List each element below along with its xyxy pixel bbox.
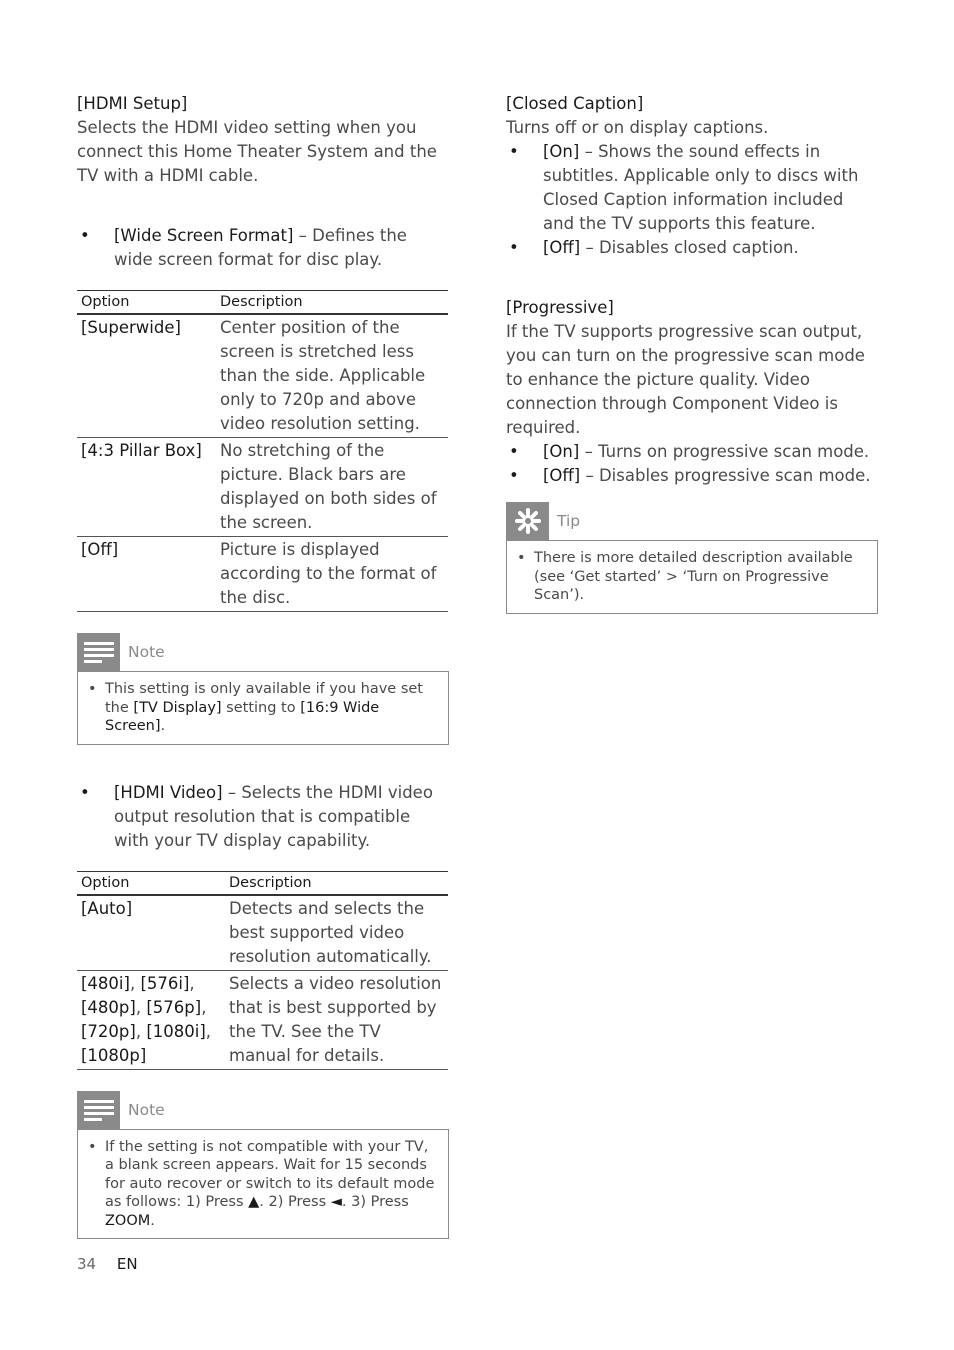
table-row [77,970,448,1069]
note-item [88,1138,438,1231]
hdmi-setup-title: [HDMI Setup] [77,94,188,113]
note-box [77,633,449,745]
column-header-description: Description [225,871,448,895]
note-body [77,1129,449,1240]
note-label: Note [128,643,165,661]
page-footer [77,1255,138,1273]
option-value: [1080i] [146,1021,206,1041]
table-header-row [77,291,448,315]
item-key: [On] [543,142,580,161]
tip-text: There is more detailed description available (see ‘Get started’ > ‘Turn on Progressive Scan’). [534,550,853,603]
tip-header [506,502,878,540]
wide-screen-format-item [77,224,449,272]
item-key: [Off] [543,466,581,485]
item-text: – Turns on progressive scan mode. [579,442,870,461]
note-box [77,1091,449,1240]
item-text: – Disables progressive scan mode. [580,466,871,485]
note-icon [77,633,120,671]
separator: , [129,973,141,993]
note-text: . [160,718,166,734]
item-key: [Off] [543,238,581,257]
list-item [506,140,878,236]
closed-caption-description: Turns off or on display captions. [506,118,769,137]
progressive-description: If the TV supports progressive scan output, you can turn on the progressive scan mode to enhance the picture quality. Video connection through Component Video is required. [506,322,865,437]
hdmi-setup-description: Selects the HDMI video setting when you connect this Home Theater System and the TV with a HDMI cable. [77,118,437,185]
wide-screen-options-table [77,290,448,612]
item-text: – Disables closed caption. [580,238,799,257]
bullet: • [80,782,90,802]
table-header-row [77,871,448,895]
option-cell [77,970,225,1069]
hdmi-video-key: [HDMI Video] [114,782,223,802]
note-text: . 2) Press [259,1194,331,1210]
note-header [77,633,449,671]
note-text: This setting is only available if you have set the [105,681,423,716]
option-cell: [Off] [77,537,216,612]
column-header-option: Option [77,871,225,895]
bullet: • [509,238,519,257]
note-text: . [150,1212,155,1229]
table-row [77,537,448,612]
option-value: [480p] [81,997,136,1017]
page-number: 34 [77,1255,97,1273]
left-column [77,92,449,1239]
option-cell: [Auto] [77,895,225,971]
note-item [88,680,438,736]
column-header-option: Option [77,291,216,315]
hdmi-video-text: – Selects the HDMI video output resolution that is compatible with your TV display capability. [114,782,433,850]
description-cell: Picture is displayed according to the format of the disc. [216,537,448,612]
item-key: [On] [543,442,580,461]
closed-caption-title: [Closed Caption] [506,94,644,113]
separator: , [135,1021,147,1041]
progressive-section [506,296,878,488]
separator: , [205,1021,212,1041]
bullet: • [509,466,519,485]
note-icon [77,1091,120,1129]
hdmi-setup-section [77,92,449,188]
bullet: • [88,681,97,697]
description-cell: Detects and selects the best supported video resolution automatically. [225,895,448,971]
table-row [77,438,448,537]
bullet: • [517,550,526,566]
option-value: [720p] [81,1021,136,1041]
bullet: • [509,442,519,461]
tip-item [517,549,867,605]
bullet: • [80,226,90,245]
note-body [77,671,449,745]
closed-caption-section [506,92,878,260]
wide-screen-format-text: – Defines the wide screen format for disc play. [114,226,407,269]
left-arrow-icon: ◄ [330,1194,342,1210]
tip-icon [506,502,549,540]
description-cell: Selects a video resolution that is best supported by the TV. See the TV manual for details. [225,970,448,1069]
tip-box [506,502,878,614]
wide-screen-format-key: [Wide Screen Format] [114,226,294,245]
note-key: [TV Display] [133,699,222,716]
separator: , [135,997,147,1017]
bullet: • [88,1138,97,1155]
table-row [77,895,448,971]
description-cell: Center position of the screen is stretched less than the side. Applicable only to 720p and above video resolution setting. [216,314,448,438]
hdmi-video-options-table [77,871,448,1070]
option-value: [480i] [81,973,130,993]
progressive-title: [Progressive] [506,298,614,317]
note-text: setting to [221,699,301,716]
list-item [506,440,878,464]
item-text: – Shows the sound effects in subtitles. Applicable only to discs with Closed Caption information included and the TV supports this feature. [543,142,859,233]
option-value: [576i] [140,973,190,993]
tip-label: Tip [557,512,581,530]
option-value: [576p] [146,997,202,1017]
right-column [506,92,878,614]
eject-icon: ▲ [248,1194,260,1210]
option-cell: [4:3 Pillar Box] [77,438,216,537]
bullet: • [509,142,519,161]
separator: , [201,997,207,1017]
option-value: [1080p] [81,1045,147,1065]
note-label: Note [128,1100,165,1119]
note-key: ZOOM [105,1212,151,1229]
list-item [506,236,878,260]
description-cell: No stretching of the picture. Black bars are displayed on both sides of the screen. [216,438,448,537]
note-header [77,1091,449,1129]
hdmi-video-item [77,781,449,853]
list-item [506,464,878,488]
language-code: EN [116,1255,138,1273]
column-header-description: Description [216,291,448,315]
separator: , [189,973,195,993]
table-row [77,314,448,438]
note-text: . 3) Press [341,1194,409,1210]
note-text: If the setting is not compatible with your TV, a blank screen appears. Wait for 15 seconds for auto recover or switch to its default mode as follows: 1) Press [105,1138,435,1210]
note-key: [16:9 Wide Screen] [105,699,380,734]
tip-body [506,540,878,614]
option-cell: [Superwide] [77,314,216,438]
